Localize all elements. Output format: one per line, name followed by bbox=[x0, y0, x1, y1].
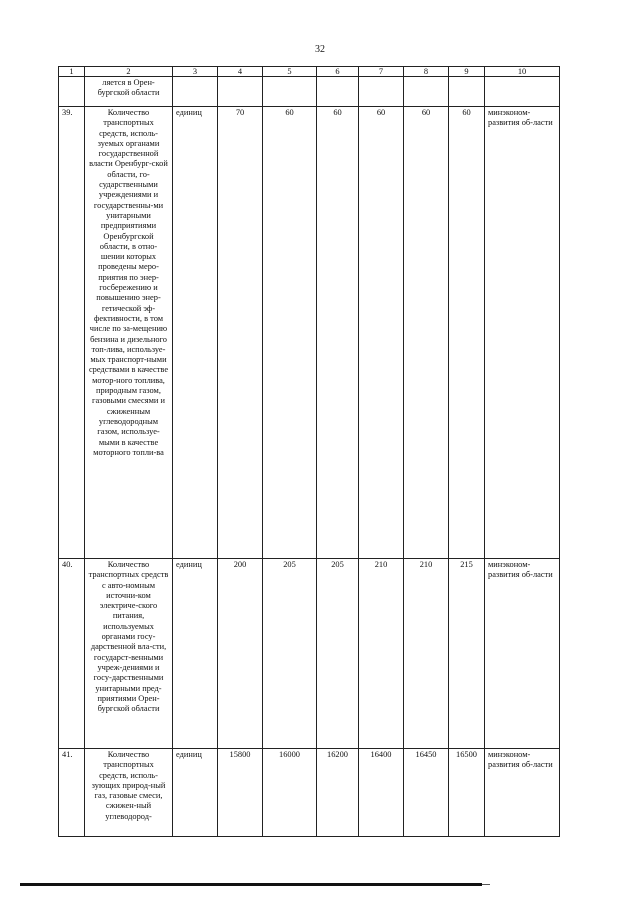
row-value: 60 bbox=[317, 107, 359, 559]
continuation-text: ляется в Орен-бургской области bbox=[85, 77, 173, 107]
column-header: 9 bbox=[449, 67, 485, 77]
row-responsible: минэконом-развития об-ласти bbox=[485, 107, 560, 559]
bottom-rule-tail bbox=[482, 884, 490, 885]
table-row bbox=[59, 107, 560, 559]
column-header: 2 bbox=[85, 67, 173, 77]
column-header: 6 bbox=[317, 67, 359, 77]
indicators-table bbox=[58, 66, 560, 837]
bottom-rule bbox=[20, 883, 482, 886]
page-number: 32 bbox=[315, 44, 325, 55]
column-header: 8 bbox=[404, 67, 449, 77]
continuation-row bbox=[59, 77, 560, 107]
row-value: 60 bbox=[449, 107, 485, 559]
row-number: 39. bbox=[59, 107, 85, 559]
column-header: 1 bbox=[59, 67, 85, 77]
column-header: 10 bbox=[485, 67, 560, 77]
column-header: 7 bbox=[359, 67, 404, 77]
row-value: 210 bbox=[404, 559, 449, 749]
row-number: 41. bbox=[59, 749, 85, 837]
row-responsible: минэконом-развития об-ласти bbox=[485, 559, 560, 749]
row-value: 16000 bbox=[263, 749, 317, 837]
column-header: 5 bbox=[263, 67, 317, 77]
row-description: Количество транспортных средств, исполь-зующих природ-ный газ, газовые смеси, сжижен-ный углеводород- bbox=[85, 749, 173, 837]
row-value: 15800 bbox=[218, 749, 263, 837]
row-value: 70 bbox=[218, 107, 263, 559]
row-value: 205 bbox=[317, 559, 359, 749]
row-description: Количество транспортных средств с авто-номным источни-ком электриче-ского питания, используемых органами госу-дарственной вла-сти, государст-венными учреж-дениями и госу-дарственными унитарными пред-приятиями Орен-бургской области bbox=[85, 559, 173, 749]
table-row bbox=[59, 559, 560, 749]
row-description: Количество транспортных средств, исполь-зуемых органами государственной власти Оренбург-ской области, го-сударственными учреждениями и государственны-ми унитарными предприятиями Оренбургской области, в отно-шении которых проведены меро-приятия по энер-госбережению и повышению энер-гетической эф-фективности, в том числе по за-мещению бензина и дизельного топ-лива, используе-мых транспорт-ными средствами в качестве мотор-ного топлива, природным газом, газовыми смесями и сжиженным углеводородным газом, используе-мыми в качестве моторного топли-ва bbox=[85, 107, 173, 559]
row-unit: единиц bbox=[173, 107, 218, 559]
row-value: 60 bbox=[404, 107, 449, 559]
row-number: 40. bbox=[59, 559, 85, 749]
row-value: 16400 bbox=[359, 749, 404, 837]
row-value: 215 bbox=[449, 559, 485, 749]
column-number-header bbox=[59, 67, 560, 77]
column-header: 4 bbox=[218, 67, 263, 77]
row-value: 16200 bbox=[317, 749, 359, 837]
row-unit: единиц bbox=[173, 559, 218, 749]
row-value: 16450 bbox=[404, 749, 449, 837]
table-row bbox=[59, 749, 560, 837]
row-value: 200 bbox=[218, 559, 263, 749]
column-header: 3 bbox=[173, 67, 218, 77]
row-value: 210 bbox=[359, 559, 404, 749]
row-responsible: минэконом-развития об-ласти bbox=[485, 749, 560, 837]
row-value: 60 bbox=[263, 107, 317, 559]
row-value: 60 bbox=[359, 107, 404, 559]
row-value: 16500 bbox=[449, 749, 485, 837]
row-value: 205 bbox=[263, 559, 317, 749]
row-unit: единиц bbox=[173, 749, 218, 837]
